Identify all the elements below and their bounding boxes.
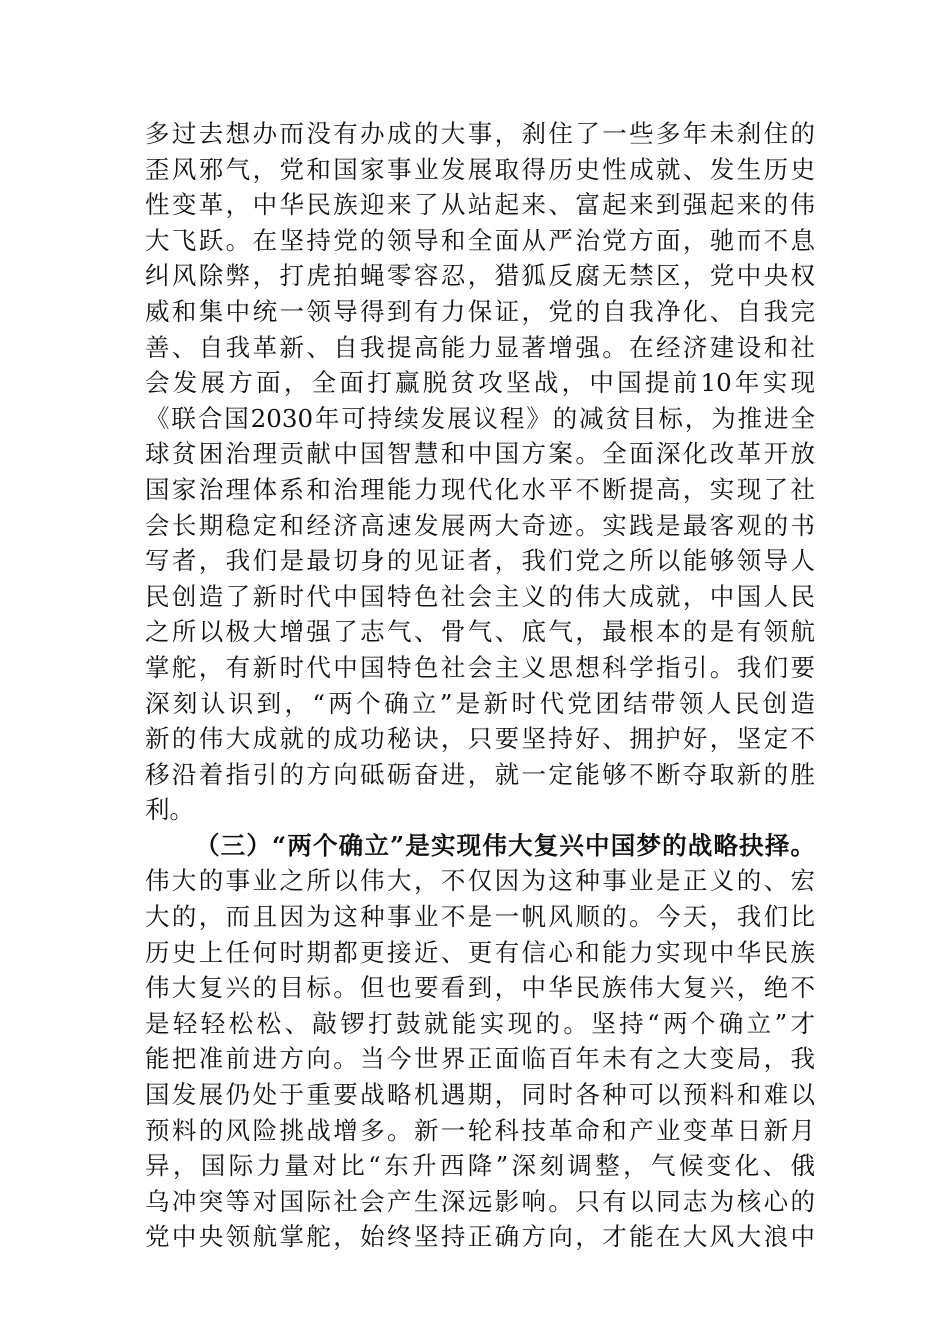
- text-line: 球贫困治理贡献中国智慧和中国方案。全面深化改革开放: [145, 439, 815, 469]
- text-line: 多过去想办而没有办成的大事，刹住了一些多年未刹住的: [145, 119, 815, 148]
- text-line: 纠风除弊，打虎拍蝇零容忍，猎狐反腐无禁区，党中央权: [145, 261, 815, 291]
- section-heading: （三）“两个确立”是实现伟大复兴中国梦的战略抉择。: [195, 830, 815, 860]
- body-text: [145, 116, 815, 1255]
- text-line: 深刻认识到，“两个确立”是新时代党团结带领人民创造: [145, 688, 815, 718]
- text-line: 党中央领航掌舵，始终坚持正确方向，才能在大风大浪中: [145, 1222, 815, 1252]
- text-line: 预料的风险挑战增多。新一轮科技革命和产业变革日新月: [145, 1115, 815, 1145]
- text-line: 之所以极大增强了志气、骨气、底气，最根本的是有领航: [145, 617, 815, 647]
- text-line: 性变革，中华民族迎来了从站起来、富起来到强起来的伟: [145, 190, 815, 220]
- text-line: 大的，而且因为这种事业不是一帆风顺的。今天，我们比: [145, 902, 815, 932]
- text-line: 威和集中统一领导得到有力保证，党的自我净化、自我完: [145, 296, 815, 326]
- text-line: 掌舵，有新时代中国特色社会主义思想科学指引。我们要: [145, 652, 815, 682]
- text-line: 移沿着指引的方向砥砺奋进，就一定能够不断夺取新的胜: [145, 759, 815, 789]
- text-line: 乌冲突等对国际社会产生深远影响。只有以同志为核心的: [145, 1186, 815, 1216]
- text-line: 能把准前进方向。当今世界正面临百年未有之大变局，我: [145, 1044, 815, 1074]
- text-line: 善、自我革新、自我提高能力显著增强。在经济建设和社: [145, 332, 815, 362]
- text-line: 异，国际力量对比“东升西降”深刻调整，气候变化、俄: [145, 1151, 815, 1181]
- text-line: 国发展仍处于重要战略机遇期，同时各种可以预料和难以: [145, 1080, 815, 1110]
- text-line: 历史上任何时期都更接近、更有信心和能力实现中华民族: [145, 937, 815, 967]
- text-line: 利。: [145, 795, 194, 825]
- text-line: 歪风邪气，党和国家事业发展取得历史性成就、发生历史: [145, 154, 815, 184]
- text-line: 国家治理体系和治理能力现代化水平不断提高，实现了社: [145, 474, 815, 504]
- text-line: 新的伟大成就的成功秘诀，只要坚持好、拥护好，坚定不: [145, 724, 815, 754]
- text-line: 伟大复兴的目标。但也要看到，中华民族伟大复兴，绝不: [145, 973, 815, 1003]
- text-line: 《联合国2030年可持续发展议程》的减贫目标，为推进全: [145, 403, 815, 433]
- text-line: 是轻轻松松、敲锣打鼓就能实现的。坚持“两个确立”才: [145, 1008, 815, 1038]
- text-line: 会发展方面，全面打赢脱贫攻坚战，中国提前10年实现: [145, 368, 815, 398]
- text-line: 会长期稳定和经济高速发展两大奇迹。实践是最客观的书: [145, 510, 815, 540]
- text-line: 民创造了新时代中国特色社会主义的伟大成就，中国人民: [145, 581, 815, 611]
- text-line: 大飞跃。在坚持党的领导和全面从严治党方面，驰而不息: [145, 225, 815, 255]
- text-line: 伟大的事业之所以伟大，不仅因为这种事业是正义的、宏: [145, 866, 815, 896]
- text-line: 写者，我们是最切身的见证者，我们党之所以能够领导人: [145, 546, 815, 576]
